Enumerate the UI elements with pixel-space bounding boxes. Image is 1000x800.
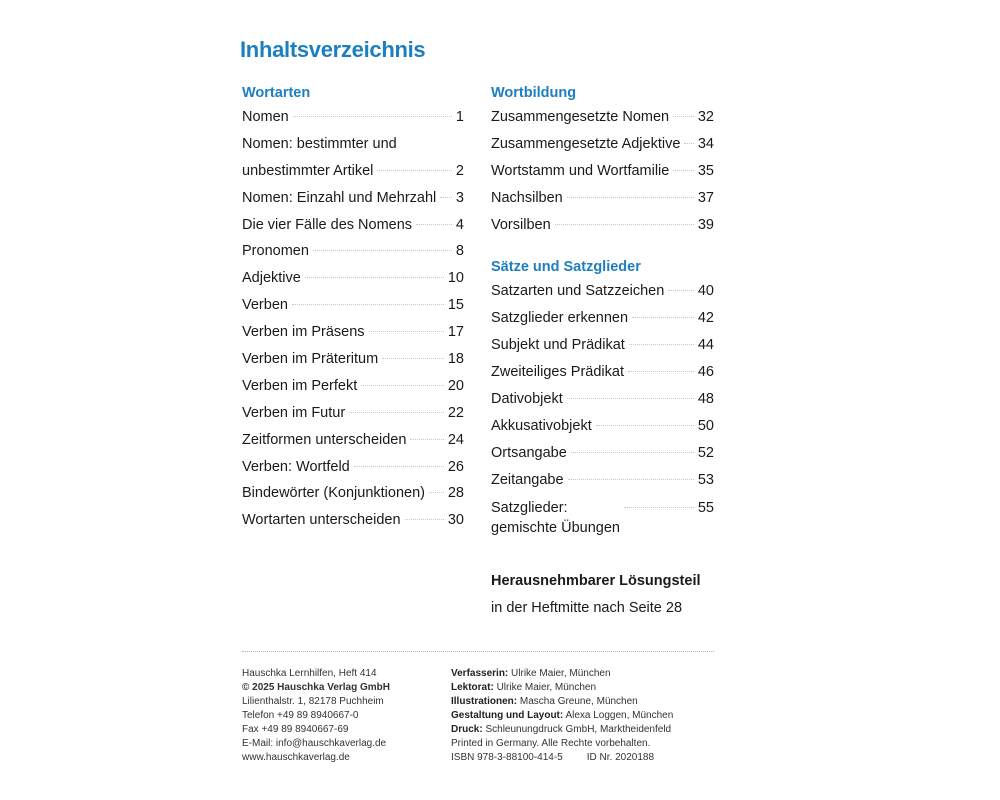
toc-entry[interactable] bbox=[491, 359, 714, 386]
toc-entry-page: 22 bbox=[447, 404, 464, 421]
toc-entry-title: Zweiteiliges Prädikat bbox=[491, 364, 624, 381]
toc-entry-title: Akkusativobjekt bbox=[491, 417, 592, 434]
leader-dots bbox=[382, 358, 444, 359]
leader-dots bbox=[628, 371, 694, 372]
credit-editor: Lektorat: Ulrike Maier, München bbox=[451, 682, 597, 693]
toc-entry-title: Verben im Perfekt bbox=[242, 377, 358, 394]
divider bbox=[242, 651, 714, 652]
imprint-fax: Fax +49 89 8940667-69 bbox=[242, 724, 349, 735]
leader-dots bbox=[305, 277, 444, 278]
leader-dots bbox=[377, 170, 452, 171]
leader-dots bbox=[567, 197, 694, 198]
imprint-publisher bbox=[242, 667, 390, 765]
toc-entry-page: 46 bbox=[697, 364, 714, 381]
leader-dots bbox=[555, 224, 694, 225]
page-title: Inhaltsverzeichnis bbox=[240, 37, 426, 62]
toc-entry-title: Pronomen bbox=[242, 243, 309, 260]
imprint-rights: Printed in Germany. Alle Rechte vorbehalten. bbox=[451, 738, 651, 749]
toc-entry-page: 10 bbox=[447, 270, 464, 287]
toc-entry-title: Verben bbox=[242, 297, 288, 314]
toc-entry-page: 26 bbox=[447, 458, 464, 475]
imprint-email[interactable]: E-Mail: info@hauschkaverlag.de bbox=[242, 738, 387, 749]
toc-entry-title: Verben im Präteritum bbox=[242, 351, 379, 368]
toc-entry[interactable] bbox=[242, 454, 464, 481]
toc-entry-page: 55 bbox=[697, 499, 714, 516]
toc-entry[interactable] bbox=[491, 413, 714, 440]
toc-entry[interactable] bbox=[242, 265, 464, 292]
imprint-isbn-row: ISBN 978-3-88100-414-5 ID Nr. 2020188 bbox=[451, 752, 655, 763]
toc-right-column bbox=[491, 82, 714, 622]
leader-dots bbox=[293, 116, 452, 117]
toc-list-wortbildung bbox=[491, 104, 714, 238]
toc-left-column bbox=[242, 82, 464, 534]
leader-dots bbox=[292, 304, 444, 305]
toc-entry-title: Verben im Präsens bbox=[242, 324, 365, 341]
toc-entry[interactable] bbox=[491, 305, 714, 332]
toc-entry-title: unbestimmter Artikel bbox=[242, 162, 374, 179]
toc-entry[interactable] bbox=[491, 440, 714, 467]
toc-entry[interactable] bbox=[491, 467, 714, 494]
leader-dots bbox=[313, 250, 452, 251]
leader-dots bbox=[354, 466, 444, 467]
toc-entry[interactable] bbox=[242, 373, 464, 400]
toc-entry-page: 52 bbox=[697, 444, 714, 461]
leader-dots bbox=[668, 290, 694, 291]
toc-entry-title: Nachsilben bbox=[491, 189, 563, 206]
leader-dots bbox=[429, 492, 444, 493]
toc-entry[interactable] bbox=[242, 507, 464, 534]
toc-entry[interactable] bbox=[491, 332, 714, 359]
toc-entry-page: 37 bbox=[697, 189, 714, 206]
toc-entry-title: Nomen: Einzahl und Mehrzahl bbox=[242, 189, 437, 206]
solutions-text: in der Heftmitte nach Seite 28 bbox=[491, 599, 683, 616]
toc-entry-title: Nomen: bestimmter und bbox=[242, 135, 397, 152]
toc-entry-page: 24 bbox=[447, 431, 464, 448]
toc-entry-page: 18 bbox=[447, 351, 464, 368]
toc-entry-page: 8 bbox=[455, 243, 464, 260]
section-heading-wortbildung: Wortbildung bbox=[491, 85, 577, 101]
toc-entry[interactable] bbox=[242, 238, 464, 265]
toc-entry-title: Zeitangabe bbox=[491, 471, 564, 488]
leader-dots bbox=[568, 479, 694, 480]
toc-entry-page: 30 bbox=[447, 512, 464, 529]
imprint-series: Hauschka Lernhilfen, Heft 414 bbox=[242, 668, 377, 679]
toc-entry-title: Ortsangabe bbox=[491, 444, 567, 461]
toc-entry-title: Wortarten unterscheiden bbox=[242, 512, 401, 529]
toc-entry[interactable] bbox=[491, 212, 714, 239]
leader-dots bbox=[632, 317, 694, 318]
toc-entry-title: Zusammengesetzte Adjektive bbox=[491, 135, 681, 152]
toc-entry-page: 53 bbox=[697, 471, 714, 488]
toc-entry-page: 42 bbox=[697, 310, 714, 327]
toc-entry-title: Zusammengesetzte Nomen bbox=[491, 109, 670, 125]
toc-entry[interactable] bbox=[242, 185, 464, 212]
leader-dots bbox=[684, 143, 693, 144]
toc-entry-title: Bindewörter (Konjunktionen) bbox=[242, 485, 425, 502]
leader-dots bbox=[369, 331, 444, 332]
leader-dots bbox=[440, 197, 452, 198]
toc-entry-page: 3 bbox=[455, 189, 464, 206]
leader-dots bbox=[349, 412, 444, 413]
section-heading-saetze: Sätze und Satzglieder bbox=[491, 259, 641, 276]
toc-entry[interactable] bbox=[242, 212, 464, 239]
toc-entry[interactable] bbox=[242, 104, 464, 131]
toc-entry-title: Satzglieder: gemischte Übungen bbox=[491, 499, 620, 536]
leader-dots bbox=[410, 439, 443, 440]
toc-entry-page: 17 bbox=[447, 324, 464, 341]
toc-entry-page: 2 bbox=[455, 162, 464, 179]
toc-entry-page: 40 bbox=[697, 283, 714, 300]
toc-entry-page: 15 bbox=[447, 297, 464, 314]
toc-entry[interactable] bbox=[242, 346, 464, 373]
toc-entry-title: Dativobjekt bbox=[491, 391, 563, 408]
imprint-website[interactable]: www.hauschkaverlag.de bbox=[242, 752, 350, 763]
toc-entry-title: Zeitformen unterscheiden bbox=[242, 431, 407, 448]
toc-entry-page: 48 bbox=[697, 391, 714, 408]
leader-dots bbox=[673, 116, 694, 117]
leader-dots bbox=[416, 224, 452, 225]
leader-dots bbox=[567, 398, 694, 399]
toc-entry-page: 4 bbox=[455, 216, 464, 233]
toc-entry-page: 28 bbox=[447, 485, 464, 502]
imprint-credits bbox=[451, 667, 673, 765]
toc-entry[interactable] bbox=[242, 158, 464, 185]
toc-entry[interactable] bbox=[491, 278, 714, 305]
leader-dots bbox=[673, 170, 694, 171]
toc-entry[interactable] bbox=[491, 131, 714, 158]
toc-entry-gemischte-uebungen[interactable] bbox=[491, 498, 714, 538]
imprint-phone: Telefon +49 89 8940667-0 bbox=[242, 710, 359, 721]
toc-entry-title: Verben: Wortfeld bbox=[242, 458, 350, 475]
toc-entry-title: Die vier Fälle des Nomens bbox=[242, 216, 413, 233]
toc-entry[interactable] bbox=[242, 292, 464, 319]
imprint-address: Lilienthalstr. 1, 82178 Puchheim bbox=[242, 696, 384, 707]
toc-entry-page: 39 bbox=[697, 216, 714, 233]
leader-dots bbox=[629, 344, 694, 345]
leader-dots bbox=[405, 519, 444, 520]
toc-entry[interactable] bbox=[242, 427, 464, 454]
leader-dots bbox=[624, 507, 694, 508]
solutions-title: Herausnehmbarer Lösungsteil bbox=[491, 572, 701, 589]
toc-entry-title: Adjektive bbox=[242, 270, 301, 287]
toc-entry-title: Satzglieder erkennen bbox=[491, 310, 629, 327]
toc-entry[interactable] bbox=[491, 158, 714, 185]
toc-entry-title: Wortstamm und Wortfamilie bbox=[491, 162, 670, 179]
toc-entry-page: 50 bbox=[697, 417, 714, 434]
toc-entry[interactable] bbox=[242, 400, 464, 427]
toc-entry-title: Nomen bbox=[242, 109, 289, 125]
credit-author: Verfasserin: Ulrike Maier, München bbox=[451, 668, 611, 679]
toc-entry[interactable] bbox=[491, 104, 714, 131]
credit-illustrations: Illustrationen: Mascha Greune, München bbox=[451, 696, 638, 707]
toc-entry-page: 20 bbox=[447, 377, 464, 394]
toc-list-wortarten bbox=[242, 104, 464, 534]
leader-dots bbox=[596, 425, 694, 426]
toc-entry[interactable] bbox=[242, 319, 464, 346]
toc-entry-page: 35 bbox=[697, 162, 714, 179]
toc-entry[interactable] bbox=[242, 131, 464, 158]
toc-entry-title: Satzarten und Satzzeichen bbox=[491, 283, 665, 300]
leader-dots bbox=[361, 385, 444, 386]
toc-entry[interactable] bbox=[491, 185, 714, 212]
toc-entry-page: 1 bbox=[455, 109, 464, 125]
toc-entry[interactable] bbox=[491, 386, 714, 413]
section-heading-wortarten: Wortarten bbox=[242, 85, 311, 101]
toc-entry-title: Vorsilben bbox=[491, 216, 551, 233]
toc-entry-page: 32 bbox=[697, 109, 714, 125]
toc-entry[interactable] bbox=[242, 480, 464, 507]
credit-layout: Gestaltung und Layout: Alexa Loggen, München bbox=[451, 710, 674, 721]
toc-list-saetze bbox=[491, 278, 714, 493]
credit-print: Druck: Schleunungdruck GmbH, Marktheidenfeld bbox=[451, 724, 672, 735]
toc-entry-page: 34 bbox=[697, 135, 714, 152]
toc-entry-title: Verben im Futur bbox=[242, 404, 346, 421]
toc-entry-page: 44 bbox=[697, 337, 714, 354]
toc-entry-title: Subjekt und Prädikat bbox=[491, 337, 625, 354]
imprint-copyright: © 2025 Hauschka Verlag GmbH bbox=[242, 682, 390, 693]
leader-dots bbox=[571, 452, 694, 453]
